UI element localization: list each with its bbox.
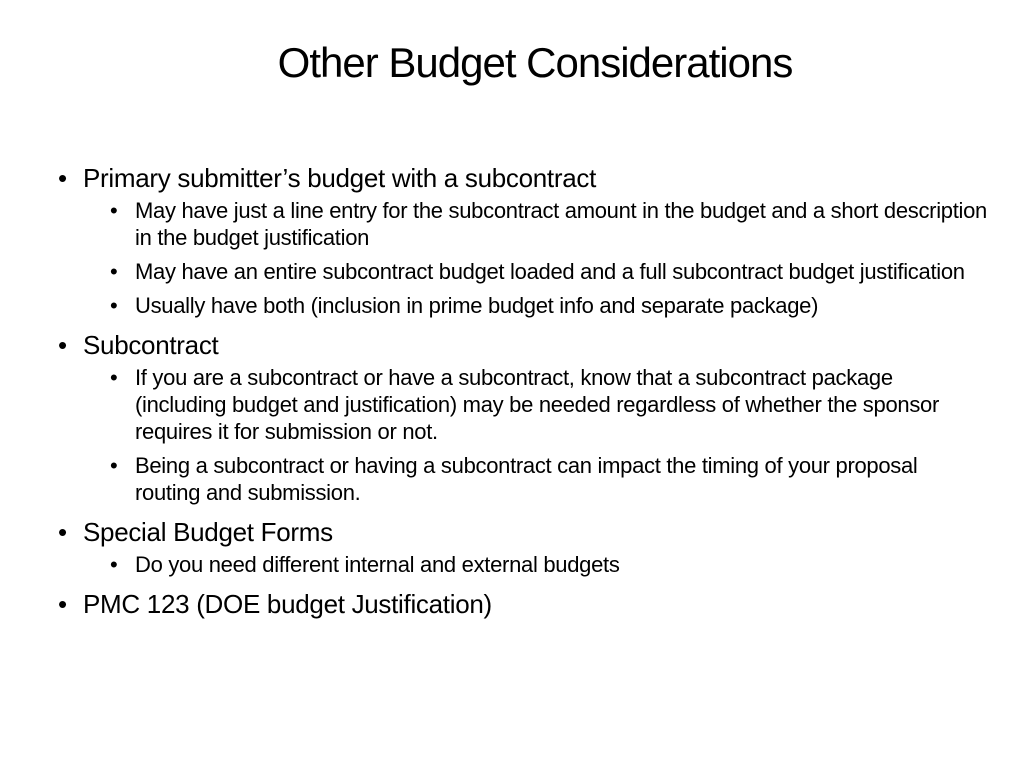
bullet-dot-icon: • [58, 517, 67, 547]
bullet-dot-icon: • [110, 259, 118, 284]
sub-bullet-text: Being a subcontract or having a subcontract can impact the timing of your proposal routing and submission. [135, 453, 918, 505]
bullet-dot-icon: • [58, 163, 67, 193]
sub-bullet-list [58, 364, 988, 506]
bullet-group [58, 329, 988, 506]
bullet-text: Subcontract [83, 330, 219, 360]
slide-body [58, 162, 988, 620]
sub-bullet-text: Usually have both (inclusion in prime budget info and separate package) [135, 293, 819, 318]
sub-bullet-item [110, 292, 988, 319]
bullet-text: Special Budget Forms [83, 517, 333, 547]
sub-bullet-text: Do you need different internal and external budgets [135, 552, 620, 577]
bullet-text: Primary submitter’s budget with a subcontract [83, 163, 596, 193]
sub-bullet-text: If you are a subcontract or have a subcontract, know that a subcontract package (including budget and justification) may be needed regardless of whether the sponsor requires it for submission or not. [135, 365, 939, 444]
bullet-item [58, 329, 988, 361]
bullet-group [58, 516, 988, 578]
bullet-item [58, 162, 988, 194]
bullet-dot-icon: • [110, 453, 118, 478]
bullet-dot-icon: • [110, 365, 118, 390]
bullet-item [58, 516, 988, 548]
bullet-dot-icon: • [58, 330, 67, 360]
sub-bullet-list [58, 551, 988, 578]
bullet-dot-icon: • [110, 198, 118, 223]
slide-title: Other Budget Considerations [277, 39, 793, 86]
sub-bullet-item [110, 364, 988, 445]
bullet-item [58, 588, 988, 620]
bullet-dot-icon: • [110, 552, 118, 577]
bullet-dot-icon: • [110, 293, 118, 318]
bullet-text: PMC 123 (DOE budget Justification) [83, 589, 492, 619]
bullet-group [58, 588, 988, 620]
sub-bullet-text: May have an entire subcontract budget loaded and a full subcontract budget justification [135, 259, 965, 284]
sub-bullet-item [110, 452, 988, 506]
sub-bullet-item [110, 258, 988, 285]
sub-bullet-item [110, 551, 988, 578]
sub-bullet-list [58, 197, 988, 319]
bullet-dot-icon: • [58, 589, 67, 619]
sub-bullet-item [110, 197, 988, 251]
bullet-group [58, 162, 988, 319]
sub-bullet-text: May have just a line entry for the subcontract amount in the budget and a short description in the budget justification [135, 198, 987, 250]
